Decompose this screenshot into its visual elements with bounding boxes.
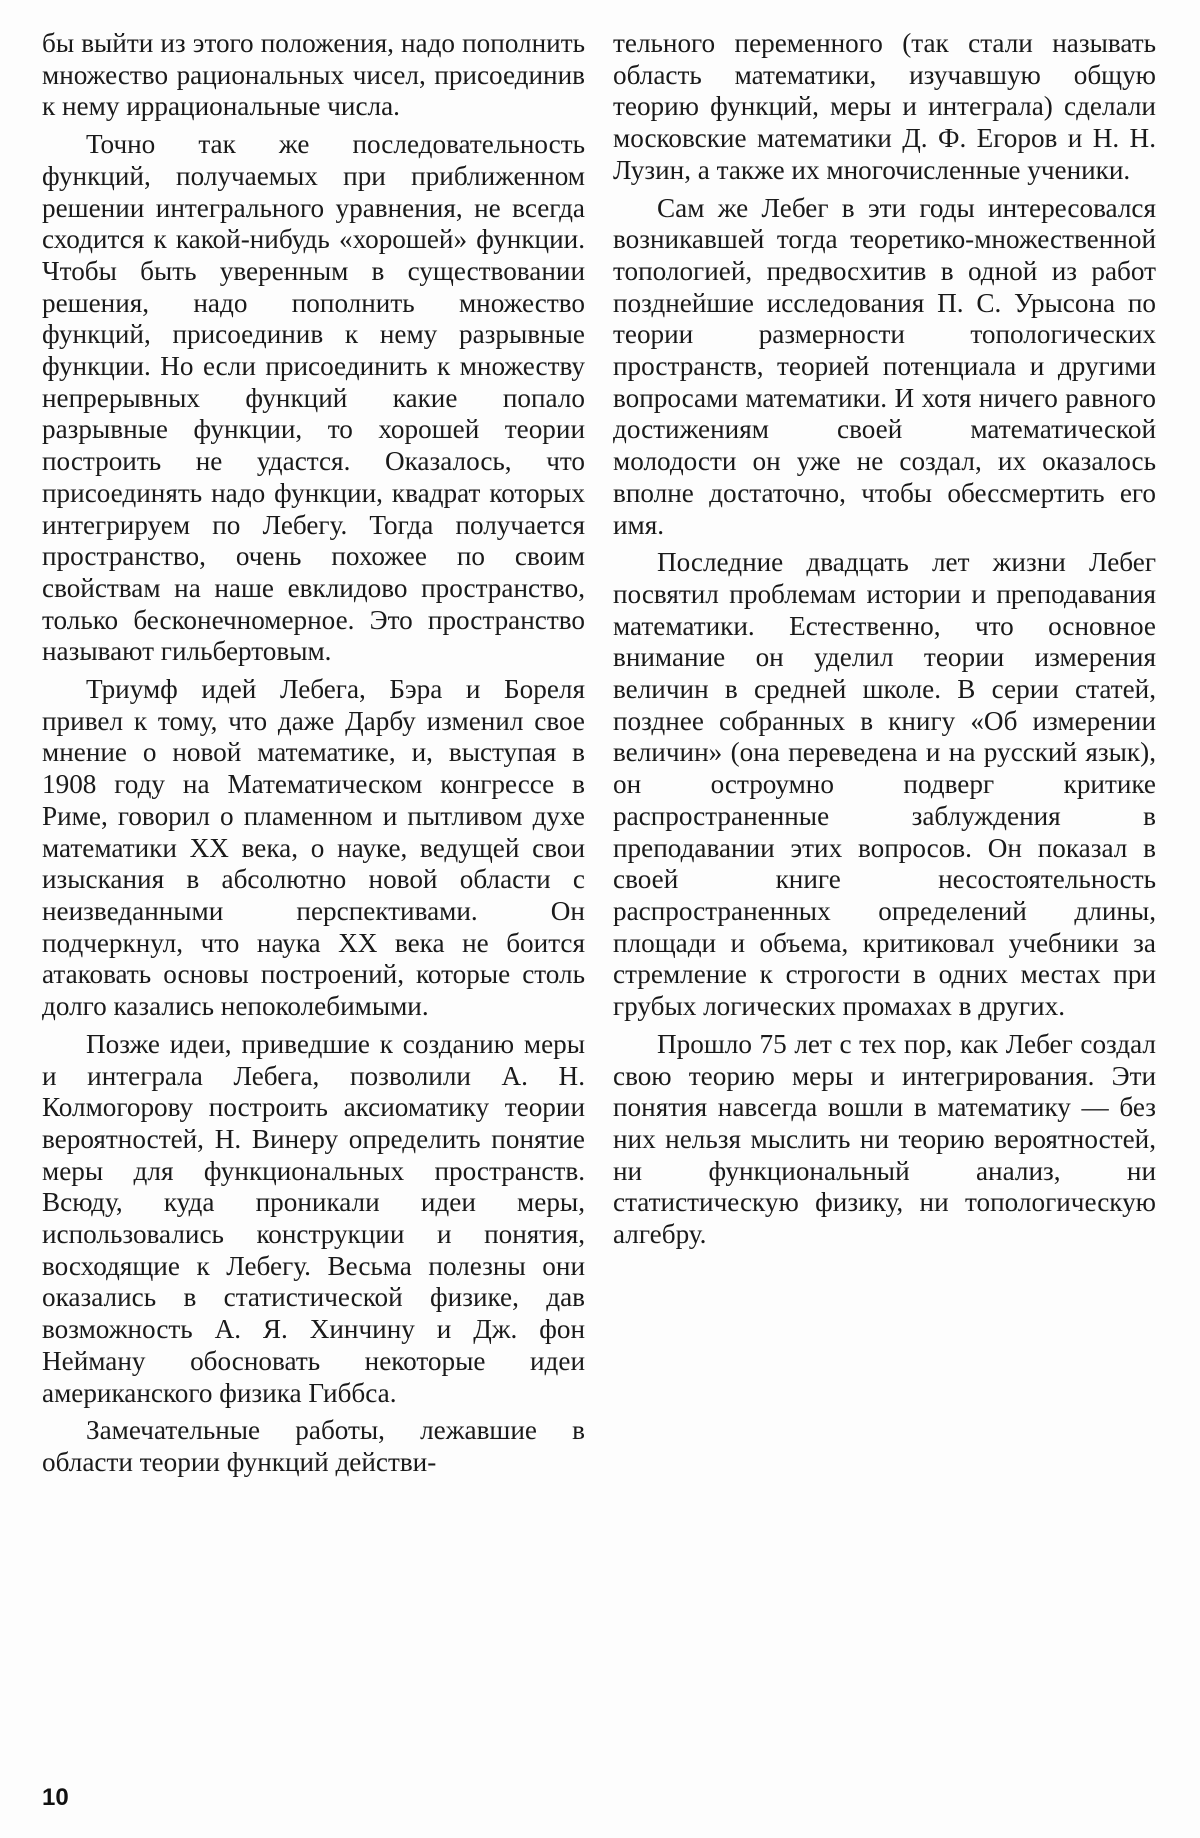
paragraph-function-sequences: Точно так же последовательность функций, получаемых при приближенном решении интегрального уравнения, не всегда сходится к какой-нибудь «хорошей» функции. Чтобы быть уверенным в существовании решения, надо пополнить множество функций, присоединив к нему разрывные функции. Но если присоединить к множеству непрерывных функций какие попало разрывные функции, то хорошей теории построить не удастся. Оказалось, что присоединять надо функции, квадрат которых интегрируем по Лебегу. Тогда получается пространство, очень похожее по своим свойствам на наше евклидово пространство, только бесконечномерное. Это пространство называют гильбертовым. bbox=[42, 129, 585, 667]
paragraph-triumph: Триумф идей Лебега, Бэра и Бореля привел к тому, что даже Дарбу изменил свое мнение о новой математике, и, выступая в 1908 году на Математическом конгрессе в Риме, говорил о пламенном и пытливом духе математики XX века, о науке, ведущей свои изыскания в абсолютно новой области с неизведанными перспективами. Он подчеркнул, что наука XX века не боится атаковать основы построений, которые столь долго казались непоколебимыми. bbox=[42, 674, 585, 1022]
paragraph-moscow-mathematicians: тельного переменного (так стали называть область математики, изучавшую общую теорию функций, меры и интеграла) сделали московские математики Д. Ф. Егоров и Н. Н. Лузин, а также их многочисленные ученики. bbox=[613, 28, 1156, 185]
paragraph-later-ideas: Позже идеи, приведшие к созданию меры и интеграла Лебега, позволили А. Н. Колмогорову построить аксиоматику теории вероятностей, Н. Винеру определить понятие меры для функциональных пространств. Всюду, куда проникали идеи меры, использовались конструкции и понятия, восходящие к Лебегу. Весьма полезны они оказались в статистической физике, дав возможность А. Я. Хинчину и Дж. фон Нейману обосновать некоторые идеи американского физика Гиббса. bbox=[42, 1028, 585, 1408]
paragraph-last-years: Последние двадцать лет жизни Лебег посвятил проблемам истории и преподавания математики. Естественно, что основное внимание он уделил теории измерения величин в средней школе. В серии статей, позднее собранных в книгу «Об измерении величин» (она переведена и на русский язык), он остроумно подверг критике распространенные заблуждения в преподавании этих вопросов. Он показал в своей книге несостоятельность распространенных определений длины, площади и объема, критиковал учебники за стремление к строгости в одних местах при грубых логических промахах в других. bbox=[613, 547, 1156, 1022]
page-number: 10 bbox=[42, 1784, 69, 1811]
right-column bbox=[613, 28, 1156, 1257]
paragraph-75-years: Прошло 75 лет с тех пор, как Лебег создал свою теорию меры и интегрирования. Эти понятия навсегда вошли в математику — без них нельзя мыслить ни теорию вероятностей, ни функциональный анализ, ни статистическую физику, ни топологическую алгебру. bbox=[613, 1028, 1156, 1250]
paragraph-remarkable-works: Замечательные работы, лежавшие в области теории функций действи- bbox=[42, 1415, 585, 1477]
paragraph-topology: Сам же Лебег в эти годы интересовался возникавшей тогда теоретико-множественной топологией, предвосхитив в одной из работ позднейшие исследования П. С. Урысона по теории размерности топологических пространств, теорией потенциала и другими вопросами математики. И хотя ничего равного достижениям своей математической молодости он уже не создал, их оказалось вполне достаточно, чтобы обессмертить его имя. bbox=[613, 192, 1156, 540]
paragraph-continuation: бы выйти из этого положения, надо пополнить множество рациональных чисел, присоединив к нему иррациональные числа. bbox=[42, 28, 585, 122]
left-column bbox=[42, 28, 585, 1485]
